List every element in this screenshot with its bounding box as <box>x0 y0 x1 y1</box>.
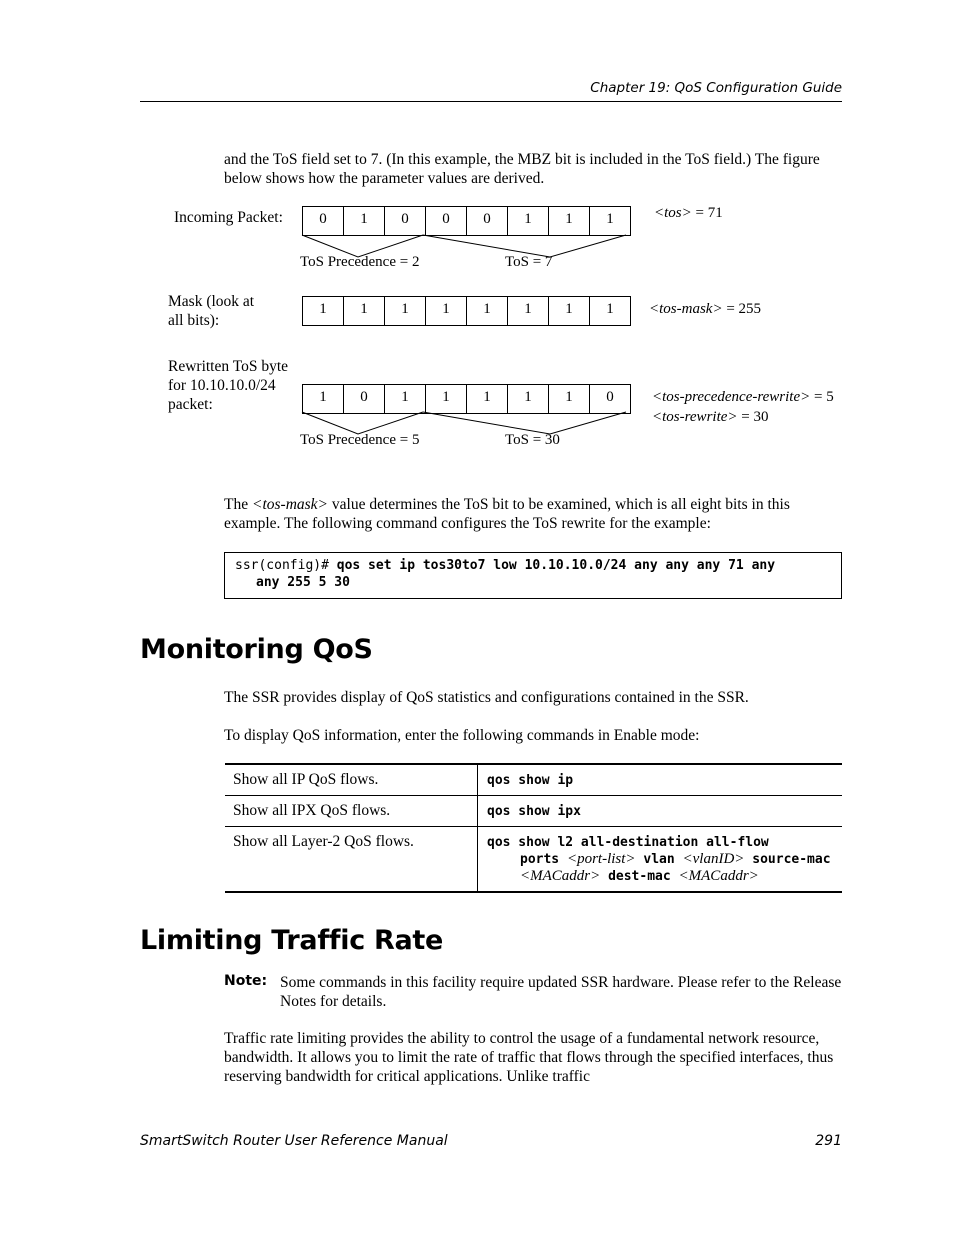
bit-cell: 1 <box>303 297 344 325</box>
cli-keyword: dest-mac <box>600 869 679 884</box>
mask-bit-row <box>302 296 631 326</box>
cli-keyword: vlan <box>635 852 683 867</box>
tos-figure <box>160 200 860 470</box>
table-cell-description: Show all Layer-2 QoS flows. <box>225 827 478 891</box>
table-row <box>225 827 842 891</box>
bit-cell: 1 <box>426 385 467 413</box>
tos-mask-value: = 255 <box>722 301 762 317</box>
rewrite-bit-row <box>302 384 631 414</box>
rewrite-note-precedence <box>652 389 834 406</box>
limiting-paragraph: Traffic rate limiting provides the ability to control the usage of a fundamental network resource, bandwidth. It allows you to limit the rate of traffic that flows through the specified interfaces, thus reserving bandwidth for critical applications. Unlike traffic <box>224 1030 834 1085</box>
tos-mask-paragraph <box>224 495 842 533</box>
incoming-packet-label: Incoming Packet: <box>174 209 283 226</box>
tos-mask-var: <tos-mask> <box>251 496 329 513</box>
tos-rewrite-var: <tos-rewrite> <box>652 409 738 425</box>
tos-mask-var: <tos-mask> <box>649 301 723 317</box>
cli-param: <vlanID> <box>682 851 745 867</box>
footer-manual-title: SmartSwitch Router User Reference Manual <box>140 1133 448 1149</box>
bit-cell: 0 <box>426 207 467 235</box>
bit-cell: 1 <box>385 385 426 413</box>
tos-precedence-rewrite-value: = 5 <box>810 389 834 405</box>
command-line <box>487 868 833 885</box>
bit-cell: 0 <box>385 207 426 235</box>
bit-cell: 0 <box>344 385 385 413</box>
bit-cell: 1 <box>303 385 344 413</box>
bit-cell: 1 <box>549 297 590 325</box>
rewrite-label <box>168 357 288 414</box>
tos-rewrite-value: = 30 <box>737 409 769 425</box>
bit-cell: 1 <box>508 297 549 325</box>
bit-cell: 1 <box>426 297 467 325</box>
monitoring-paragraph: To display QoS information, enter the following commands in Enable mode: <box>224 727 700 744</box>
qos-command-table <box>225 763 842 893</box>
bit-cell: 1 <box>508 385 549 413</box>
rewrite-note-tos <box>652 409 769 426</box>
table-cell-command: qos show ipx <box>487 804 581 819</box>
bit-cell: 1 <box>344 207 385 235</box>
table-cell-command <box>478 827 842 891</box>
monitoring-paragraph: The SSR provides display of QoS statistics and configurations contained in the SSR. <box>224 689 749 706</box>
cli-keyword: source-mac <box>744 852 831 867</box>
cli-param: <MACaddr> <box>678 868 759 884</box>
tos-var: <tos> <box>654 205 692 221</box>
section-heading-limiting-traffic-rate: Limiting Traffic Rate <box>140 925 444 956</box>
para-text: value determines the ToS bit to be examined, which is all eight bits in this example. The following command configures the ToS rewrite for the example: <box>224 496 790 532</box>
bit-cell: 1 <box>549 207 590 235</box>
command-example-box <box>224 552 842 599</box>
header-rule <box>140 101 842 102</box>
bit-cell: 0 <box>467 207 508 235</box>
rewrite-label-line: for 10.10.10.0/24 <box>168 377 276 394</box>
command-line <box>235 558 775 573</box>
brace-lines <box>160 200 860 470</box>
bit-cell: 1 <box>549 385 590 413</box>
mask-note <box>649 301 761 318</box>
cli-command: qos set ip tos30to7 low 10.10.10.0/24 any any any 71 any <box>336 558 776 573</box>
note-text: Some commands in this facility require updated SSR hardware. Please refer to the Release Notes for details. <box>280 974 842 1010</box>
cli-keyword: ports <box>520 852 567 867</box>
bit-cell: 1 <box>385 297 426 325</box>
bit-cell: 1 <box>467 297 508 325</box>
running-header: Chapter 19: QoS Configuration Guide <box>590 80 842 96</box>
tos-precedence-rewrite-var: <tos-precedence-rewrite> <box>652 389 811 405</box>
incoming-tos-label: ToS = 7 <box>505 254 553 270</box>
intro-paragraph: and the ToS field set to 7. (In this example, the MBZ bit is included in the ToS field.) The figure below shows how the parameter values are derived. <box>224 151 820 187</box>
bit-cell: 1 <box>606 211 614 227</box>
rewrite-tos-label: ToS = 30 <box>505 432 560 448</box>
bit-cell: 1 <box>606 301 614 317</box>
bit-cell: 0 <box>606 389 614 405</box>
footer-page-number: 291 <box>815 1133 842 1149</box>
mask-label-line: all bits): <box>168 312 220 329</box>
cli-prompt: ssr(config)# <box>235 558 337 573</box>
rewrite-precedence-label: ToS Precedence = 5 <box>300 432 420 448</box>
bit-cell: 1 <box>467 385 508 413</box>
section-heading-monitoring-qos: Monitoring QoS <box>140 634 373 665</box>
tos-brace <box>423 412 626 434</box>
para-text: The <box>224 496 252 513</box>
table-cell-description: Show all IP QoS flows. <box>225 765 478 795</box>
note-label: Note: <box>224 973 268 989</box>
rewrite-label-line: packet: <box>168 396 213 413</box>
table-cell-description: Show all IPX QoS flows. <box>225 796 478 826</box>
bit-cell: 1 <box>344 297 385 325</box>
cli-param: <MACaddr> <box>520 868 601 884</box>
command-line <box>487 851 833 868</box>
mask-label <box>168 292 254 330</box>
tos-value: = 71 <box>691 205 723 221</box>
cli-param: <port-list> <box>566 851 636 867</box>
command-line-continuation: any 255 5 30 <box>256 575 350 590</box>
precedence-brace <box>302 412 423 434</box>
table-cell-command: qos show ip <box>487 773 574 788</box>
table-row <box>225 765 842 796</box>
mask-label-line: Mask (look at <box>168 293 255 310</box>
rewrite-label-line: Rewritten ToS byte <box>168 358 289 375</box>
bit-cell: 1 <box>508 207 549 235</box>
incoming-precedence-label: ToS Precedence = 2 <box>300 254 420 270</box>
table-row <box>225 796 842 827</box>
bit-cell: 0 <box>303 207 344 235</box>
command-line: qos show l2 all-destination all-flow <box>487 835 769 850</box>
